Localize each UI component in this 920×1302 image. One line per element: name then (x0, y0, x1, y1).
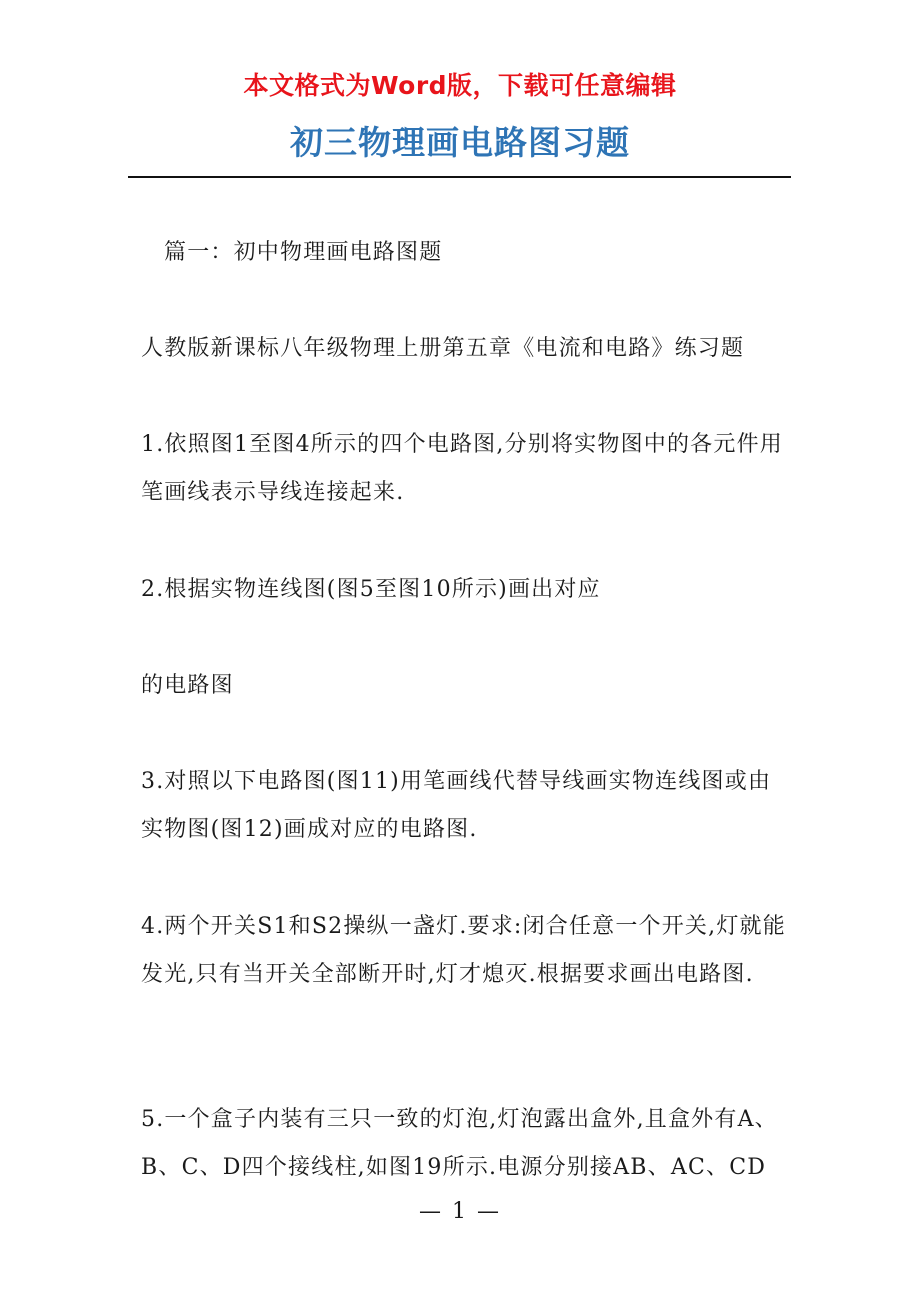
question-3: 3.对照以下电路图(图11)用笔画线代替导线画实物连线图或由实物图(图12)画成对应的电路图. (141, 769, 772, 842)
question-2-line-1: 2.根据实物连线图(图5至图10所示)画出对应 (141, 577, 601, 602)
question-1: 1.依照图1至图4所示的四个电路图,分别将实物图中的各元件用笔画线表示导线连接起来. (141, 432, 783, 505)
question-2-line-2: 的电路图 (141, 673, 234, 698)
intro-paragraph: 人教版新课标八年级物理上册第五章《电流和电路》练习题 (141, 336, 745, 361)
question-5: 5.一个盒子内装有三只一致的灯泡,灯泡露出盒外,且盒外有A、B、C、D四个接线柱,如图19所示.电源分别接AB、AC、CD (141, 1107, 778, 1180)
section-heading: 篇一：初中物理画电路图题 (164, 240, 443, 265)
page-number: — 1 — (419, 1199, 501, 1224)
document-title: 初三物理画电路图习题 (290, 123, 630, 162)
title-divider (128, 176, 791, 178)
question-4: 4.两个开关S1和S2操纵一盏灯.要求:闭合任意一个开关,灯就能发光,只有当开关全部断开时,灯才熄灭.根据要求画出电路图. (141, 914, 786, 987)
word-format-banner: 本文格式为Word版，下载可任意编辑 (243, 71, 677, 100)
